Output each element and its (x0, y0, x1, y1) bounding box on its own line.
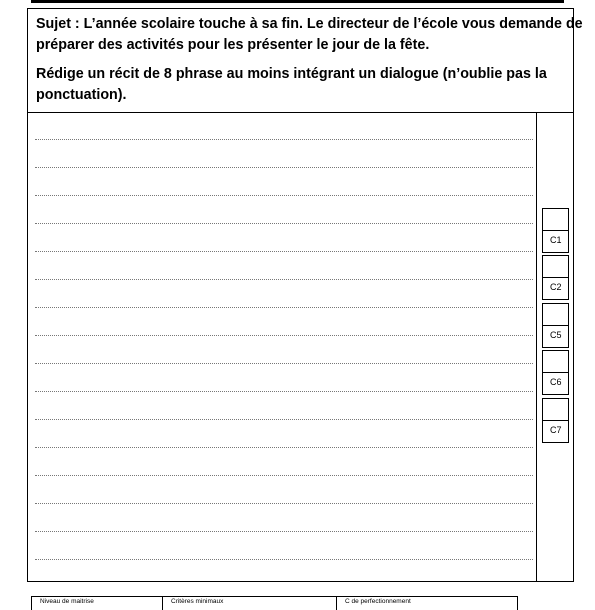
criterion-cell-c2 (542, 277, 569, 300)
criterion-blank-cell[interactable] (542, 350, 569, 373)
rubric-header-mastery: Niveau de maitrise (40, 598, 94, 605)
criterion-blank-cell[interactable] (542, 255, 569, 278)
margin-divider (536, 113, 537, 581)
writing-line[interactable] (35, 139, 533, 140)
writing-line[interactable] (35, 167, 533, 168)
criterion-cell-c5 (542, 325, 569, 348)
criterion-blank-cell[interactable] (542, 303, 569, 326)
criterion-label: C5 (550, 330, 562, 340)
writing-line[interactable] (35, 223, 533, 224)
writing-area (27, 112, 574, 582)
criterion-blank-cell[interactable] (542, 208, 569, 231)
writing-line[interactable] (35, 251, 533, 252)
criterion-blank-cell[interactable] (542, 398, 569, 421)
writing-line[interactable] (35, 475, 533, 476)
rubric-header-perfection: C de perfectionnement (336, 597, 517, 610)
writing-line[interactable] (35, 279, 533, 280)
subject-line-1: Sujet : L’année scolaire touche à sa fin. Le directeur de l’école vous demande de (36, 16, 583, 32)
writing-line[interactable] (35, 447, 533, 448)
criterion-label: C6 (550, 377, 562, 387)
instruction-line-1: Rédige un récit de 8 phrase au moins intégrant un dialogue (n’oublie pas la (36, 66, 547, 82)
rubric-header-minimal: Critères minimaux (162, 597, 336, 610)
criterion-label: C1 (550, 235, 562, 245)
question-box (27, 8, 583, 112)
writing-line[interactable] (35, 419, 533, 420)
instruction-line-2: ponctuation). (36, 87, 127, 103)
writing-line[interactable] (35, 195, 533, 196)
writing-line[interactable] (35, 391, 533, 392)
criterion-cell-c7 (542, 420, 569, 443)
criterion-label: C7 (550, 425, 562, 435)
writing-line[interactable] (35, 559, 533, 560)
writing-line[interactable] (35, 307, 533, 308)
criterion-label: C2 (550, 282, 562, 292)
rubric-table-header (31, 596, 518, 610)
top-border (31, 0, 564, 3)
writing-line[interactable] (35, 503, 533, 504)
writing-line[interactable] (35, 363, 533, 364)
writing-line[interactable] (35, 335, 533, 336)
criterion-cell-c1 (542, 230, 569, 253)
writing-line[interactable] (35, 531, 533, 532)
criterion-cell-c6 (542, 372, 569, 395)
subject-line-2: préparer des activités pour les présenter le jour de la fête. (36, 37, 430, 53)
